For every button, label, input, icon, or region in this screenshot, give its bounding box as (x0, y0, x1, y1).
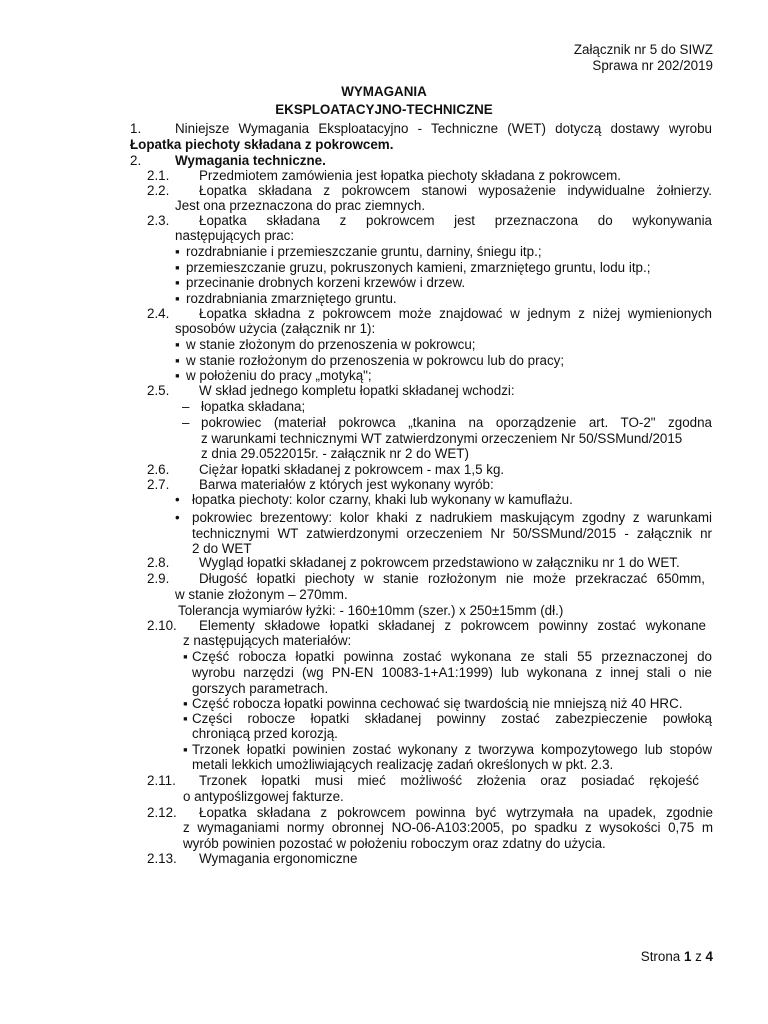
item-2-10-bullet-2: Część robocza łopatki powinna cechować się twardością nie mniejszą niż 40 HRC. (192, 696, 683, 711)
footer-of: z (691, 949, 706, 964)
dash-bullet-icon: – (182, 399, 190, 414)
case-number: Sprawa nr 202/2019 (592, 58, 713, 73)
item-2-5-number: 2.5. (147, 383, 170, 398)
list-item (175, 353, 180, 369)
item-2-2-line-1: Łopatka składana z pokrowcem stanowi wyposażenie indywidualne żołnierzy. (199, 183, 712, 198)
item-2-10-bullet-4-line-1: Trzonek łopatki powinien zostać wykonany z tworzywa kompozytowego lub stopów (192, 742, 712, 757)
list-item (175, 291, 180, 307)
title-line-1: WYMAGANIA (341, 84, 427, 99)
item-2-3-line-2: następujących prac: (175, 228, 295, 243)
small-square-bullet-icon: ▪ (175, 337, 180, 352)
current-page-number: 1 (683, 949, 692, 964)
item-2-10-bullet-1-line-2: wyrobu narzędzi (wg PN-EN 10083-1+A1:1999) lub wykonana z innej stali o nie (192, 665, 712, 680)
item-2-10-bullet-3-line-1: Części robocze łopatki składanej powinny zostać zabezpieczenie powłoką (192, 711, 712, 726)
item-2-5-dash-2-line-2: z warunkami technicznymi WT zatwierdzonymi orzeczeniem Nr 50/SSMund/2015 (201, 431, 683, 446)
title-line-2: EKSPLOATACYJNO-TECHNICZNE (275, 102, 493, 117)
item-2-4-bullet-2: w stanie rozłożonym do przenoszenia w pokrowcu lub do pracy; (186, 353, 565, 368)
list-item (175, 337, 180, 353)
list-item (183, 696, 188, 712)
small-square-bullet-icon: ▪ (175, 353, 180, 368)
small-square-bullet-icon: ▪ (175, 368, 180, 383)
item-2-9-tolerance: Tolerancja wymiarów łyżki: - 160±10mm (szer.) x 250±15mm (dł.) (178, 603, 564, 618)
item-2-13-number: 2.13. (147, 851, 177, 866)
item-2-11-line-2: o antypoślizgowej fakturze. (183, 789, 344, 804)
section-1-product-name: Łopatka piechoty składana z pokrowcem. (130, 137, 394, 152)
item-2-10-line-2: z następujących materiałów: (183, 633, 352, 648)
small-square-bullet-icon: ▪ (175, 291, 180, 306)
item-2-12-number: 2.12. (147, 805, 177, 820)
item-2-10-bullet-1-line-1: Część robocza łopatki powinna zostać wykonana ze stali 55 przeznaczonej do (192, 649, 712, 664)
item-2-4-bullet-3: w położeniu do pracy „motyką"; (186, 368, 372, 383)
round-bullet-icon: • (175, 492, 180, 507)
list-item (183, 649, 188, 665)
item-2-10-bullet-1-line-3: gorszych parametrach. (192, 681, 329, 696)
item-2-5-line-1: W skład jednego kompletu łopatki składanej wchodzi: (199, 383, 515, 398)
small-square-bullet-icon: ▪ (175, 275, 180, 290)
page-footer (641, 949, 713, 965)
item-2-8-number: 2.8. (147, 555, 170, 570)
item-2-3-bullet-2: przemieszczanie gruzu, pokruszonych kamieni, zmarzniętego gruntu, lodu itp.; (186, 260, 651, 275)
list-item (175, 492, 180, 508)
small-square-bullet-icon: ▪ (183, 649, 188, 664)
list-item (175, 510, 180, 526)
footer-prefix: Strona (640, 949, 684, 964)
item-2-10-bullet-4-line-2: metali lekkich umożliwiających realizację zadań określonych w pkt. 2.3. (192, 757, 614, 772)
item-2-13-text: Wymagania ergonomiczne (199, 851, 358, 866)
item-2-12-line-3: wyrób powinien pozostać w położeniu roboczym oraz zdatny do użycia. (183, 836, 606, 851)
dash-bullet-icon: – (182, 415, 190, 430)
item-2-7-number: 2.7. (147, 477, 170, 492)
small-square-bullet-icon: ▪ (175, 244, 180, 259)
item-2-8-text: Wygląd łopatki składanej z pokrowcem przedstawiono w załączniku nr 1 do WET. (199, 555, 680, 570)
list-item (175, 244, 180, 260)
item-2-6-number: 2.6. (147, 462, 170, 477)
item-2-3-bullet-4: rozdrabniania zmarzniętego gruntu. (186, 291, 397, 306)
item-2-9-line-1: Długość łopatki piechoty w stanie rozłożonym nie może przekraczać 650mm, (199, 571, 705, 586)
small-square-bullet-icon: ▪ (175, 260, 180, 275)
item-2-7-bullet-2-line-3: 2 do WET (192, 541, 252, 556)
item-2-1-text: Przedmiotem zamówienia jest łopatka piechoty składana z pokrowcem. (199, 168, 622, 183)
small-square-bullet-icon: ▪ (183, 696, 188, 711)
list-item (183, 711, 188, 727)
list-item (182, 415, 189, 431)
item-2-11-number: 2.11. (147, 773, 176, 788)
small-square-bullet-icon: ▪ (183, 711, 188, 726)
item-2-5-dash-1: łopatka składana; (201, 399, 306, 414)
item-2-10-bullet-3-line-2: chroniącą przed korozją. (192, 726, 338, 741)
section-1-text: Niniejsze Wymagania Eksploatacyjno - Techniczne (WET) dotyczą dostawy wyrobu (175, 121, 712, 136)
section-1-number: 1. (130, 121, 142, 136)
small-square-bullet-icon: ▪ (183, 742, 188, 757)
item-2-7-bullet-1: łopatka piechoty: kolor czarny, khaki lub wykonany w kamuflażu. (192, 492, 573, 507)
section-2-heading: Wymagania techniczne. (175, 153, 326, 168)
item-2-11-line-1: Trzonek łopatki musi mieć możliwość złożenia oraz posiadać rękojeść (199, 773, 699, 788)
item-2-5-dash-2-line-3: z dnia 29.0522015r. - załącznik nr 2 do WET) (201, 446, 469, 461)
total-pages: 4 (705, 949, 713, 964)
item-2-9-number: 2.9. (147, 571, 170, 586)
item-2-7-bullet-2-line-2: technicznymi WT zatwierdzonymi orzeczeniem Nr 50/SSMund/2015 - załącznik nr (192, 526, 712, 541)
item-2-2-number: 2.2. (147, 183, 170, 198)
item-2-1-number: 2.1. (147, 168, 170, 183)
list-item (175, 275, 180, 291)
item-2-10-number: 2.10. (147, 618, 177, 633)
list-item (175, 368, 180, 384)
item-2-2-line-2: Jest ona przeznaczona do prac ziemnych. (175, 198, 426, 213)
item-2-3-bullet-1: rozdrabnianie i przemieszczanie gruntu, darniny, śniegu itp.; (186, 244, 542, 259)
item-2-7-bullet-2-line-1: pokrowiec brezentowy: kolor khaki z nadrukiem maskującym zgodny z warunkami (192, 510, 712, 525)
item-2-10-line-1: Elementy składowe łopatki składanej z pokrowcem powinny zostać wykonane (199, 618, 706, 633)
list-item (182, 399, 189, 415)
list-item (183, 742, 188, 758)
item-2-9-line-2: w stanie złożonym – 270mm. (175, 587, 348, 602)
item-2-4-number: 2.4. (147, 306, 170, 321)
item-2-4-line-2: sposobów użycia (załącznik nr 1): (175, 321, 376, 336)
item-2-5-dash-2-line-1: pokrowiec (materiał pokrowca „tkanina na oporządzenie art. TO-2" zgodna (201, 415, 712, 430)
item-2-3-line-1: Łopatka składana z pokrowcem jest przeznaczona do wykonywania (199, 213, 712, 228)
item-2-4-bullet-1: w stanie złożonym do przenoszenia w pokrowcu; (186, 337, 476, 352)
item-2-12-line-2: z wymaganiami normy obronnej NO-06-A103:2005, po spadku z wysokości 0,75 m (183, 820, 713, 835)
item-2-4-line-1: Łopatka składna z pokrowcem może znajdować w jednym z niżej wymienionych (199, 306, 712, 321)
attachment-label: Załącznik nr 5 do SIWZ (573, 42, 713, 57)
round-bullet-icon: • (175, 510, 180, 525)
list-item (175, 260, 180, 276)
item-2-3-number: 2.3. (147, 213, 170, 228)
item-2-7-line-1: Barwa materiałów z których jest wykonany wyrób: (199, 477, 494, 492)
attachment-header (574, 42, 713, 74)
section-2-number: 2. (130, 153, 142, 168)
item-2-6-text: Ciężar łopatki składanej z pokrowcem - max 1,5 kg. (199, 462, 505, 477)
item-2-3-bullet-3: przecinanie drobnych korzeni krzewów i drzew. (186, 275, 466, 290)
item-2-12-line-1: Łopatka składana z pokrowcem powinna być wytrzymała na upadek, zgodnie (199, 805, 713, 820)
